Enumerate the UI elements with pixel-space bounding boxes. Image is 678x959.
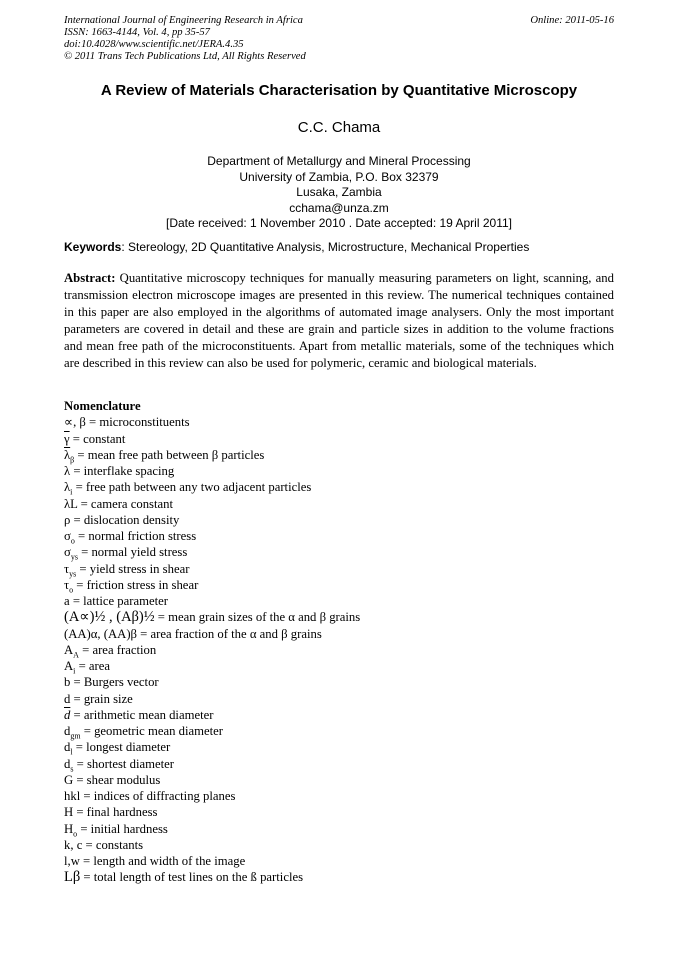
nomenclature-item: $A_i$ = area — [64, 659, 111, 676]
nomenclature-item: k, c = constants — [64, 837, 144, 852]
affiliation-email: cchama@unza.zm — [289, 200, 389, 215]
nomenclature-item: d = grain size — [64, 691, 133, 706]
affiliation-university: University of Zambia, P.O. Box 32379 — [239, 169, 439, 184]
nomenclature-item: $d_l$ = longest diameter — [64, 740, 171, 757]
nomenclature-item: (AA)α, (AA)β = area fraction of the α and β grains — [64, 626, 322, 641]
abstract-label: Abstract: — [64, 271, 116, 285]
affiliation-department: Department of Metallurgy and Mineral Processing — [207, 154, 471, 168]
nomenclature-item: H = final hardness — [64, 805, 158, 820]
nomenclature-item: ρ = dislocation density — [64, 512, 180, 527]
nomenclature-item: $H_o$ = initial hardness — [64, 821, 168, 839]
nomenclature-item: $A_A$ = area fraction — [64, 642, 157, 660]
nomenclature-item: G = shear modulus — [64, 772, 161, 787]
nomenclature-item: $\tau_{ys}$ = yield stress in shear — [64, 561, 190, 579]
nomenclature-item: $\overline{\gamma}$ = constant — [64, 431, 126, 446]
nomenclature-item: $\sigma_o$ = normal friction stress — [64, 529, 197, 546]
journal-copyright: © 2011 Trans Tech Publications Ltd, All Rights Reserved — [64, 51, 306, 62]
nomenclature-item: $\sigma_{ys}$ = normal yield stress — [64, 545, 188, 562]
nomenclature-item: $\lambda_i$ = free path between any two adjacent particles — [64, 480, 312, 497]
abstract-text: Quantitative microscopy techniques for manually measuring parameters on light, scanning, and transmission electron microscope images are presented in this review. The numerical techniques contained in this paper are also employed in the algorithms of automated image analysers. Only the most important parameters are covered in detail and these are grain and particle sizes in addition to the volume fractions and mean free path of the microconstituents. Apart from metallic materials, some of the techniques which are described in this review can also be used for polymeric, ceramic and biological materials. — [64, 271, 614, 370]
nomenclature-item: $\overline{\lambda}_\beta$ = mean free path between β particles — [64, 447, 265, 465]
nomenclature-item: $d_{gm}$ = geometric mean diameter — [64, 724, 224, 741]
nomenclature-item: $d_s$ = shortest diameter — [64, 756, 174, 774]
affiliation-city: Lusaka, Zambia — [296, 185, 382, 200]
abstract — [64, 270, 614, 371]
nomenclature-item: hkl = indices of diffracting planes — [64, 789, 236, 803]
nomenclature-item: b = Burgers vector — [64, 675, 159, 690]
nomenclature-item: ∝, β = microconstituents — [64, 415, 190, 430]
nomenclature — [64, 398, 614, 886]
nomenclature-item: λL = camera constant — [64, 496, 174, 511]
paper-title: A Review of Materials Characterisation by Quantitative Microscopy — [100, 82, 578, 99]
online-date: Online: 2011-05-16 — [530, 15, 614, 26]
affiliation-block — [0, 154, 678, 232]
keywords-text: : Stereology, 2D Quantitative Analysis, Microstructure, Mechanical Properties — [121, 240, 530, 254]
nomenclature-item: $\overline{d}$ = arithmetic mean diameter — [64, 707, 214, 722]
journal-issn: ISSN: 1663-4144, Vol. 4, pp 35-57 — [64, 27, 210, 38]
nomenclature-item: a = lattice parameter — [64, 594, 169, 608]
journal-header — [64, 15, 306, 63]
paper-author: C.C. Chama — [297, 119, 381, 136]
nomenclature-item: Lβ = total length of test lines on the ß particles — [64, 869, 304, 886]
journal-doi: doi:10.4028/www.scientific.net/JERA.4.35 — [64, 39, 244, 50]
nomenclature-item: l,w = length and width of the image — [64, 854, 246, 868]
nomenclature-item: $\tau_o$ = friction stress in shear — [64, 577, 199, 595]
nomenclature-heading: Nomenclature — [64, 399, 141, 413]
nomenclature-item: (A∝)½ , (Aβ)½ = mean grain sizes of the α and β grains — [64, 609, 361, 626]
affiliation-dates: [Date received: 1 November 2010 . Date accepted: 19 April 2011] — [166, 216, 512, 231]
keywords-label: Keywords — [64, 240, 122, 254]
keywords — [64, 240, 614, 254]
journal-name: International Journal of Engineering Research in Africa — [64, 15, 303, 26]
nomenclature-item: λ = interflake spacing — [64, 464, 175, 478]
